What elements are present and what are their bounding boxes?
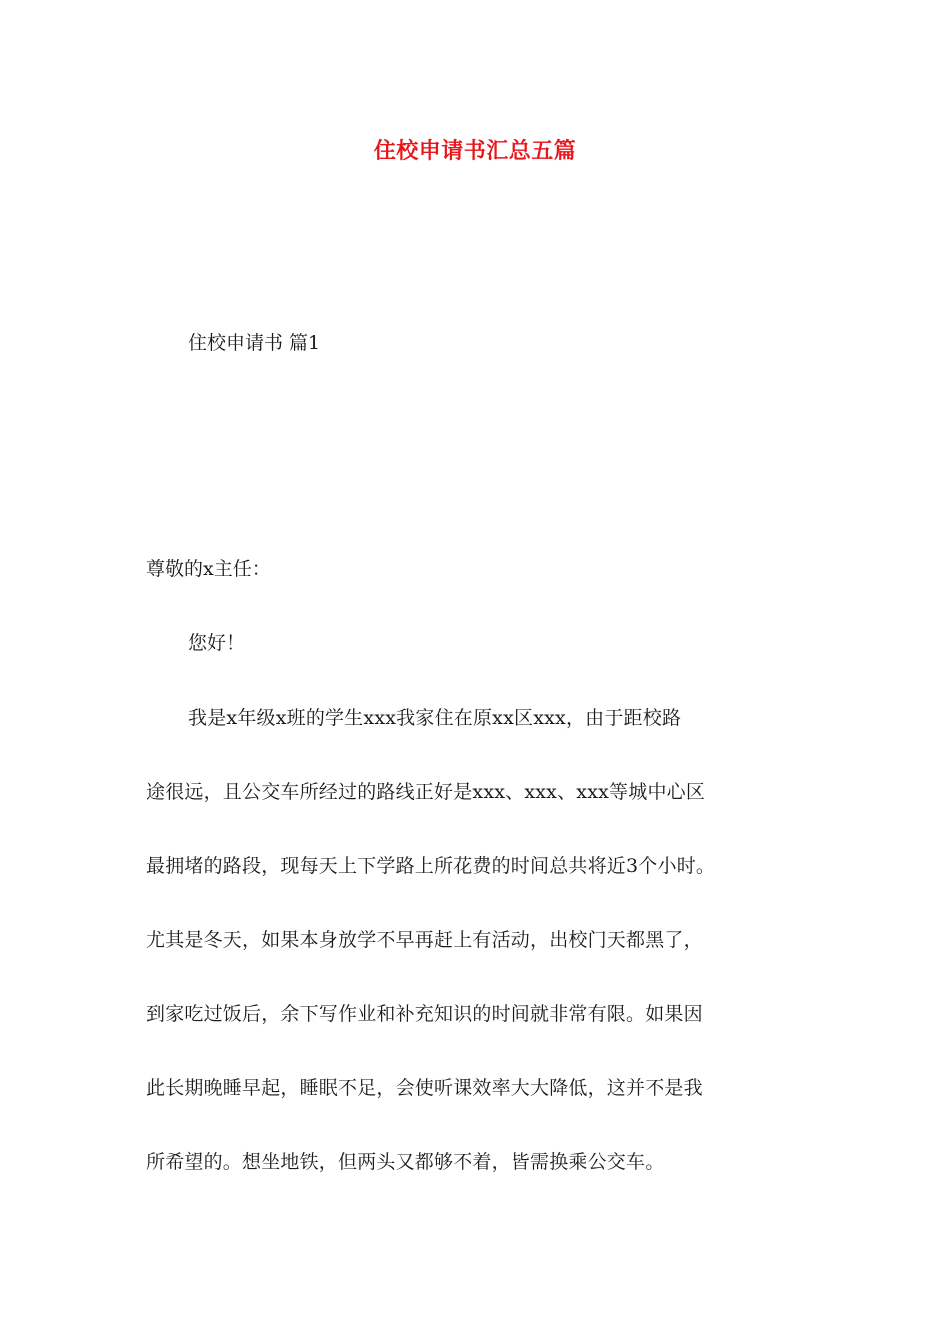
document-title: 住校申请书汇总五篇 <box>373 138 577 164</box>
body-line: 所希望的。想坐地铁，但两头又都够不着，皆需换乘公交车。 <box>146 1151 665 1173</box>
body-line: 尤其是冬天，如果本身放学不早再赶上有活动，出校门天都黑了， <box>146 929 703 951</box>
section-heading: 住校申请书 篇1 <box>188 332 321 354</box>
salutation: 尊敬的x主任： <box>146 558 271 580</box>
body-line: 最拥堵的路段，现每天上下学路上所花费的时间总共将近3个小时。 <box>146 855 716 877</box>
body-line: 途很远，且公交车所经过的路线正好是xxx、xxx、xxx等城中心区 <box>146 781 706 803</box>
greeting: 您好！ <box>188 632 246 654</box>
body-line: 到家吃过饭后，余下写作业和补充知识的时间就非常有限。如果因 <box>146 1003 703 1025</box>
body-line: 此长期晚睡早起，睡眠不足，会使听课效率大大降低，这并不是我 <box>146 1077 703 1099</box>
body-line: 我是x年级x班的学生xxx我家住在原xx区xxx，由于距校路 <box>188 707 682 729</box>
